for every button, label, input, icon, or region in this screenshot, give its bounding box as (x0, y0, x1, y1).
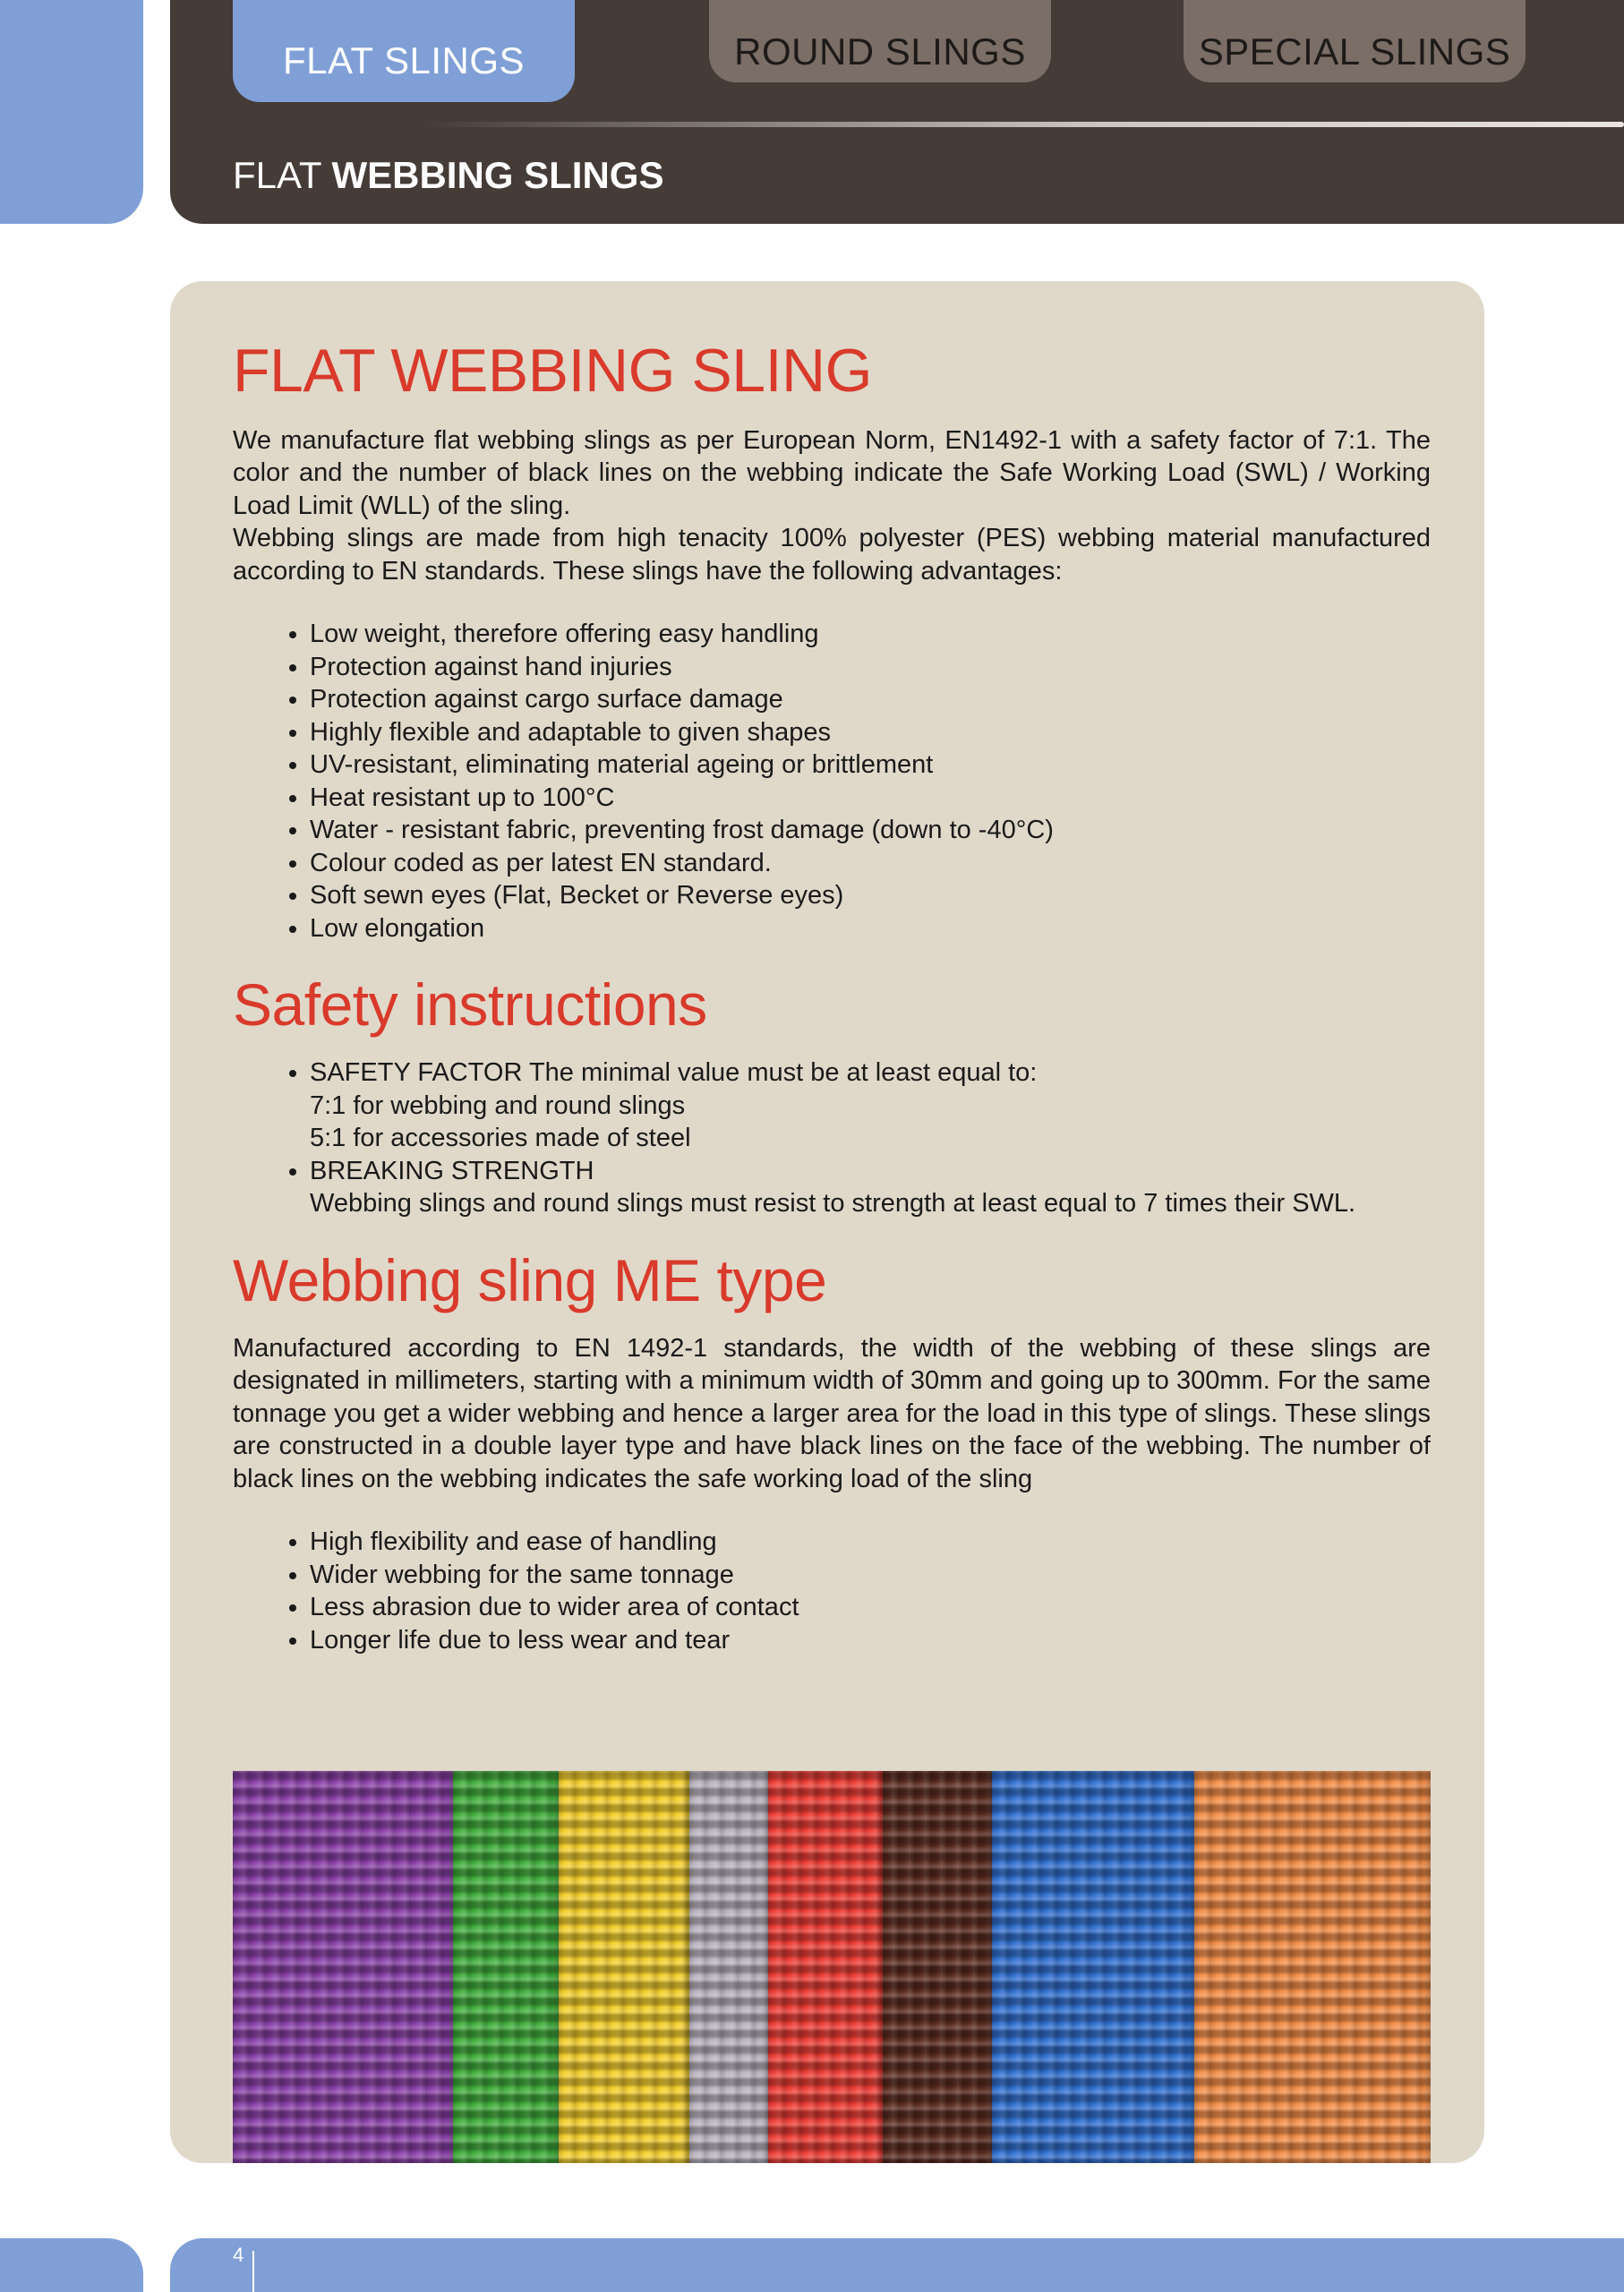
me-type-paragraph: Manufactured according to EN 1492-1 standards, the width of the webbing of these slings are designated in millimeters, starting with a minimum width of 30mm and going up to 300mm. For the same tonnage you get a wider webbing and hence a larger area for the load in this type of slings. These slings are constructed in a double layer type and have black lines on the face of the webbing. The number of black lines on the webbing indicates the safe working load of the sling (233, 1333, 1431, 1493)
header-band (170, 0, 1624, 224)
webbing-strip-blue (992, 1771, 1194, 2163)
webbing-colors-image (233, 1771, 1431, 2163)
list-item: • Heat resistant up to 100°C (310, 782, 1431, 815)
webbing-strip-grey (689, 1771, 768, 2163)
tab-round-slings-label: ROUND SLINGS (734, 30, 1026, 73)
safety-factor-line-2: 7:1 for webbing and round slings (310, 1090, 686, 1120)
page-number-divider (252, 2251, 254, 2292)
tab-round-slings[interactable] (709, 0, 1051, 82)
list-item: • Low weight, therefore offering easy handling (310, 618, 1431, 651)
list-item: • High flexibility and ease of handling (310, 1526, 1431, 1559)
tab-special-slings[interactable] (1184, 0, 1526, 82)
side-tab-top (0, 0, 143, 224)
safety-factor-line-3: 5:1 for accessories made of steel (310, 1124, 691, 1153)
header-divider-line (421, 122, 1624, 127)
list-item: • UV-resistant, eliminating material ageing or brittlement (310, 748, 1431, 782)
tab-flat-slings-label: FLAT SLINGS (282, 39, 526, 81)
list-item: • Soft sewn eyes (Flat, Becket or Reverse eyes) (310, 879, 1431, 912)
side-tab-bottom (0, 2238, 143, 2292)
list-item: • Longer life due to less wear and tear (310, 1624, 1431, 1657)
list-item: • Protection against cargo surface damage (310, 683, 1431, 716)
webbing-strip-purple (233, 1771, 453, 2163)
footer-band (170, 2238, 1624, 2292)
page-number: 4 (233, 2244, 244, 2266)
webbing-strip-yellow (559, 1771, 689, 2163)
tab-special-slings-label: SPECIAL SLINGS (1198, 30, 1511, 73)
webbing-strip-orange (1194, 1771, 1431, 2163)
intro-paragraph-2: Webbing slings are made from high tenacity 100% polyester (PES) webbing material manufactured according to EN standards. These slings have the following advantages: (233, 524, 1431, 586)
section-title-bold: WEBBING SLINGS (331, 154, 664, 196)
content-column (233, 335, 1431, 1656)
section-title-light: FLAT (233, 154, 332, 196)
content-panel (170, 281, 1484, 2163)
safety-factor-line-1: • SAFETY FACTOR The minimal value must be at least equal to: (310, 1058, 1038, 1088)
me-features-list (233, 1526, 1431, 1656)
safety-list (233, 1056, 1431, 1220)
list-item: • Protection against hand injuries (310, 651, 1431, 684)
breaking-strength-line-1: • BREAKING STRENGTH (310, 1156, 594, 1185)
list-item: • Wider webbing for the same tonnage (310, 1559, 1431, 1592)
safety-item-breaking (310, 1155, 1431, 1220)
list-item: • Highly flexible and adaptable to given shapes (310, 716, 1431, 749)
tab-flat-slings[interactable] (233, 0, 575, 102)
webbing-strip-brown (883, 1771, 992, 2163)
advantages-list (233, 618, 1431, 945)
webbing-strip-green (453, 1771, 559, 2163)
section-title (233, 154, 664, 197)
me-type-heading: Webbing sling ME type (233, 1246, 827, 1313)
page-title: FLAT WEBBING SLING (233, 337, 872, 405)
list-item: • Low elongation (310, 912, 1431, 945)
list-item: • Water - resistant fabric, preventing frost damage (down to -40°C) (310, 814, 1431, 847)
safety-heading: Safety instructions (233, 971, 707, 1039)
breaking-strength-line-2: Webbing slings and round slings must resist to strength at least equal to 7 times their SWL. (310, 1189, 1356, 1219)
webbing-strip-red (768, 1771, 883, 2163)
list-item: • Less abrasion due to wider area of contact (310, 1591, 1431, 1624)
intro-paragraph-1: We manufacture flat webbing slings as per European Norm, EN1492-1 with a safety factor of 7:1. The color and the number of black lines on the webbing indicate the Safe Working Load (SWL) / Working Load Limit (WLL) of the sling. (233, 425, 1431, 520)
safety-item-factor (310, 1056, 1431, 1155)
list-item: • Colour coded as per latest EN standard. (310, 847, 1431, 880)
